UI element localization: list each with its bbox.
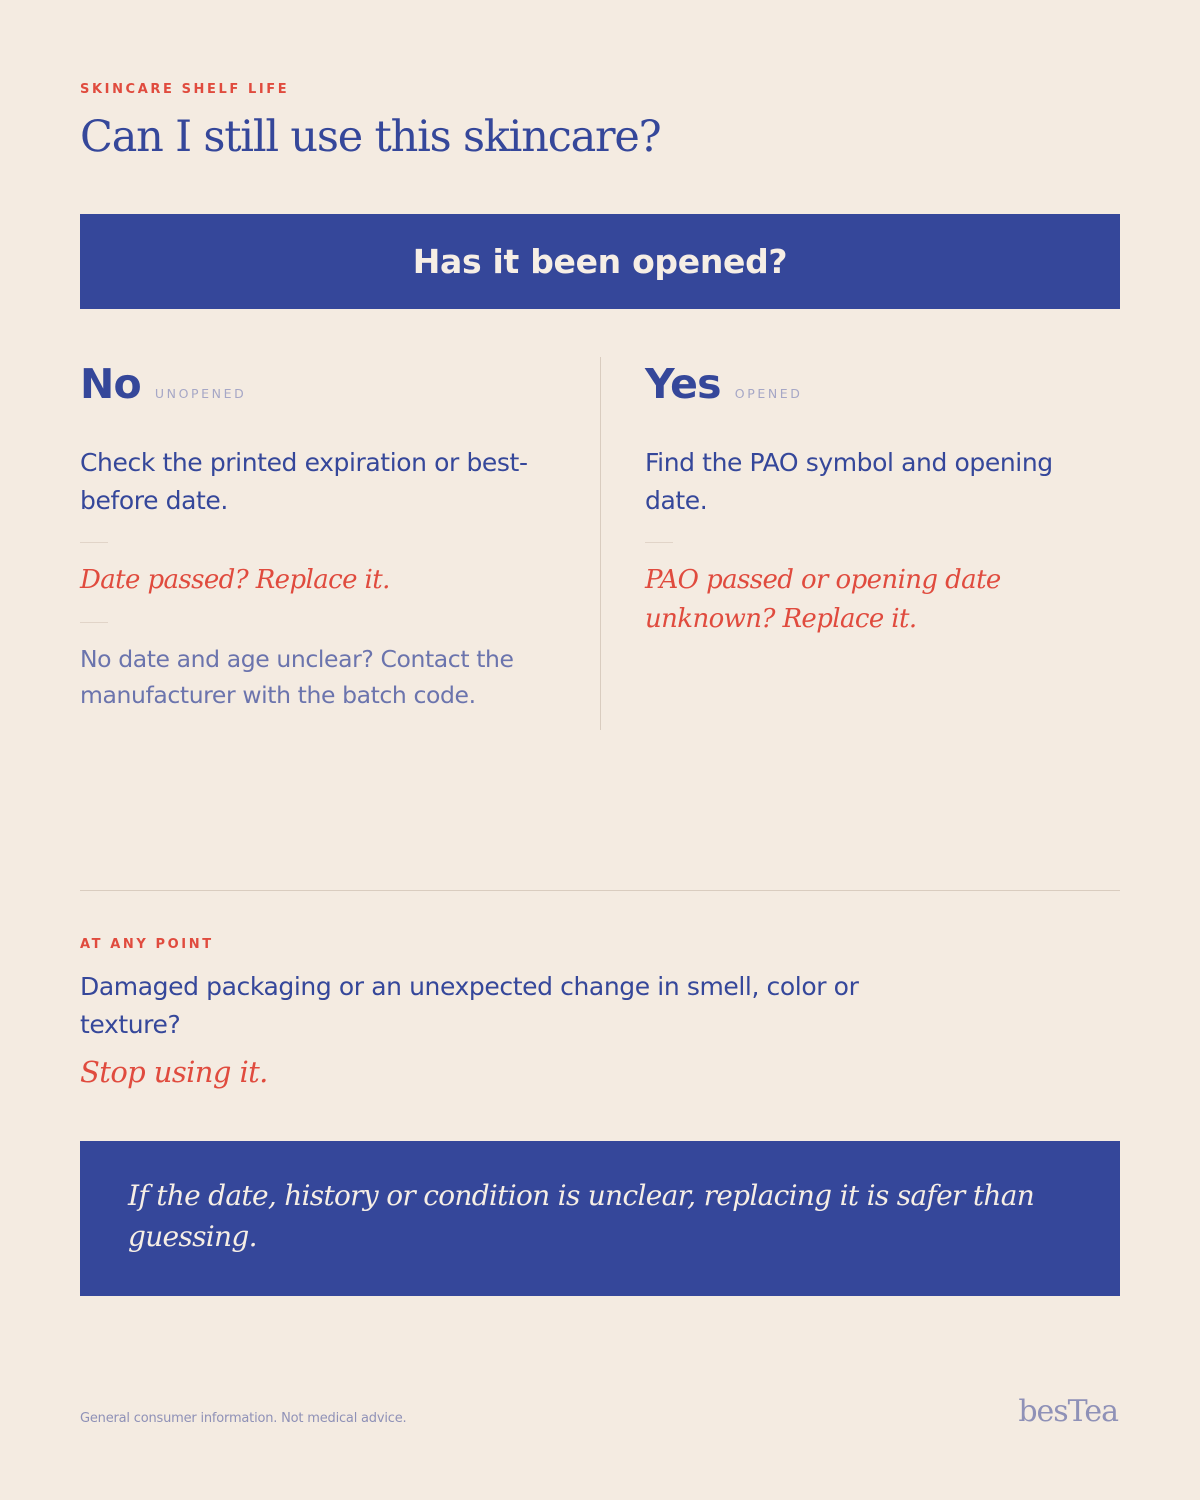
branch-yes-step: Find the PAO symbol and opening date. bbox=[645, 448, 1053, 515]
answer-no: No bbox=[80, 360, 141, 408]
short-divider bbox=[80, 542, 108, 543]
answer-yes: Yes bbox=[645, 360, 721, 408]
branch-no-note: No date and age unclear? Contact the manufacturer with the batch code. bbox=[80, 645, 514, 709]
section-divider bbox=[80, 890, 1120, 891]
column-divider bbox=[600, 357, 601, 730]
answer-yes-tag: OPENED bbox=[734, 386, 803, 401]
question-text: Has it been opened? bbox=[412, 242, 788, 281]
question-banner bbox=[80, 214, 1120, 309]
disclaimer: General consumer information. Not medical advice. bbox=[80, 1411, 407, 1426]
branch-no bbox=[80, 360, 550, 713]
short-divider bbox=[645, 542, 673, 543]
section-eyebrow: SKINCARE SHELF LIFE bbox=[80, 82, 290, 97]
any-point-body: Damaged packaging or an unexpected change in smell, color or texture? bbox=[80, 972, 859, 1039]
brand-logo: besTea bbox=[1018, 1394, 1118, 1429]
branch-yes-verdict: PAO passed or opening date unknown? Replace it. bbox=[645, 565, 1001, 634]
branch-yes-header bbox=[645, 360, 1115, 416]
branch-no-step: Check the printed expiration or best-before date. bbox=[80, 448, 528, 515]
page-title: Can I still use this skincare? bbox=[80, 112, 661, 162]
any-point-verdict: Stop using it. bbox=[80, 1055, 268, 1089]
short-divider bbox=[80, 622, 108, 623]
answer-no-tag: UNOPENED bbox=[154, 386, 247, 401]
branch-no-verdict: Date passed? Replace it. bbox=[80, 565, 390, 595]
branch-no-header bbox=[80, 360, 550, 416]
branch-yes bbox=[645, 360, 1115, 639]
callout-text: If the date, history or condition is unclear, replacing it is safer than guessing. bbox=[128, 1179, 1035, 1253]
callout-box bbox=[80, 1141, 1120, 1296]
any-point-eyebrow: AT ANY POINT bbox=[80, 937, 214, 952]
